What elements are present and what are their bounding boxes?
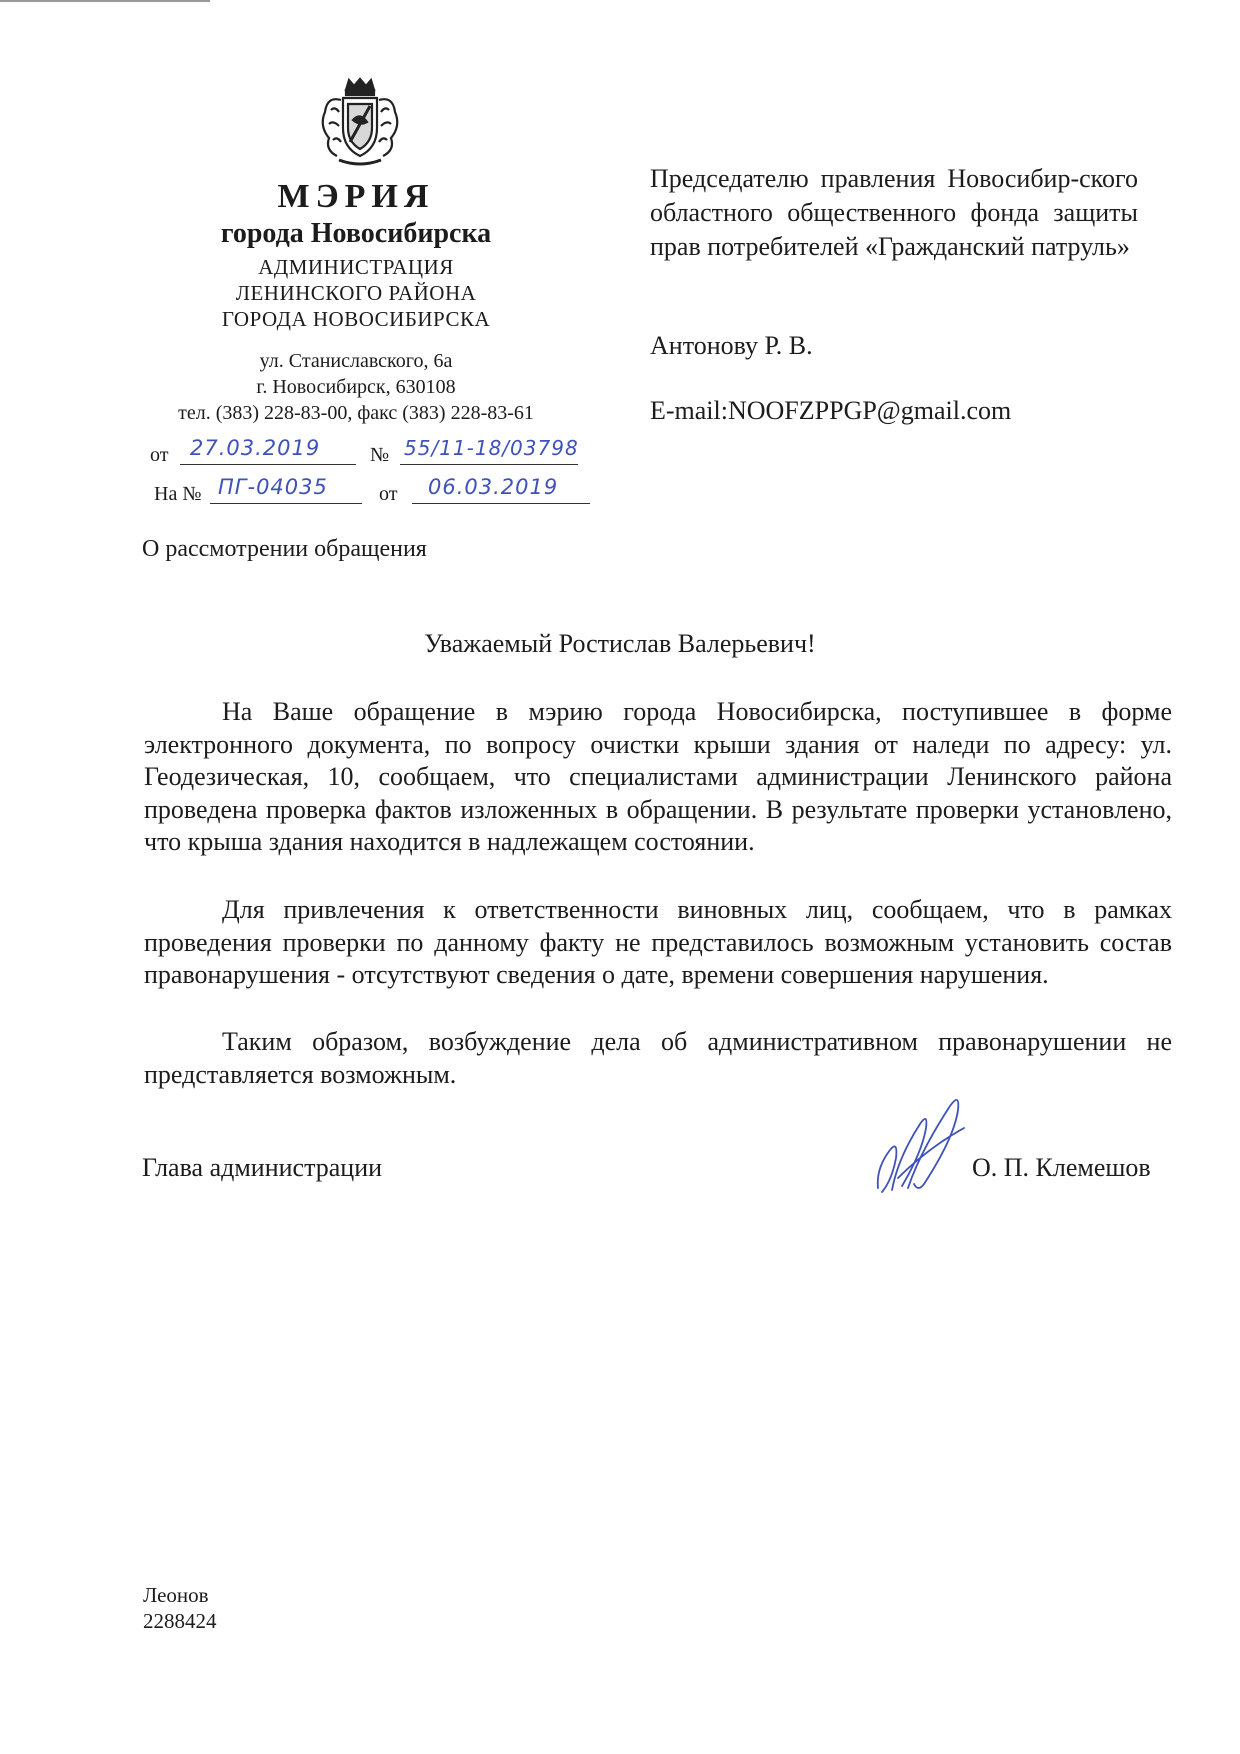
admin-line-2: ЛЕНИНСКОГО РАЙОНА	[235, 281, 477, 305]
number-value: 55/11-18/03798	[404, 436, 579, 460]
number-underline	[400, 464, 578, 465]
executor-name: Леонов	[143, 1583, 209, 1607]
signatory-name: О. П. Клемешов	[972, 1153, 1151, 1182]
reply-date-label: от	[379, 483, 398, 505]
reply-number: ПГ-04035	[218, 475, 328, 499]
phones-line: тел. (383) 228-83-00, факс (383) 228-83-61	[178, 402, 534, 424]
number-label: №	[370, 444, 390, 466]
admin-line-1: АДМИНИСТРАЦИЯ	[258, 255, 454, 279]
scan-edge-line	[0, 0, 210, 2]
date-underline	[180, 464, 356, 465]
recipient-email: E-mail:NOOFZPPGP@gmail.com	[650, 396, 1012, 425]
recipient-position: Председателю правления Новосибир-ского областного общественного фонда защиты прав потребителей «Гражданский патруль»	[650, 164, 1138, 261]
letter-subject: О рассмотрении обращения	[142, 536, 427, 562]
handwritten-signature	[868, 1088, 978, 1200]
admin-line-3: ГОРОДА НОВОСИБИРСКА	[221, 307, 491, 331]
address-line-2: г. Новосибирск, 630108	[256, 376, 456, 398]
salutation: Уважаемый Ростислав Валерьевич!	[424, 629, 816, 658]
signatory-title: Глава администрации	[142, 1153, 383, 1182]
reply-date-underline	[412, 503, 590, 504]
date-value: 27.03.2019	[190, 436, 321, 460]
body-paragraph-3: Таким образом, возбуждение дела об административном правонарушении не представляется возможным.	[144, 1027, 1172, 1089]
recipient-name: Антонову Р. В.	[650, 331, 813, 360]
reply-label: На №	[154, 483, 202, 505]
reply-date: 06.03.2019	[428, 475, 559, 499]
org-title: МЭРИЯ	[277, 178, 435, 215]
reply-number-underline	[210, 503, 362, 504]
novosibirsk-coat-of-arms-icon	[313, 76, 407, 170]
date-label: от	[150, 444, 169, 466]
body-paragraph-1: На Ваше обращение в мэрию города Новосибирска, поступившее в форме электронного документа, по вопросу очистки крыши здания от наледи по адресу: ул. Геодезическая, 10, сообщаем, что специалистами администрации Ленинского района проведена проверка фактов изложенных в обращении. В результате проверки установлено, что крыша здания находится в надлежащем состоянии.	[144, 697, 1172, 857]
body-paragraph-2: Для привлечения к ответственности виновных лиц, сообщаем, что в рамках проведения проверки по данному факту не представилось возможным установить состав правонарушения - отсутствуют сведения о дате, времени совершения нарушения.	[144, 895, 1172, 990]
address-line-1: ул. Станиславского, 6а	[259, 350, 453, 372]
org-city: города Новосибирска	[220, 218, 492, 249]
executor-phone: 2288424	[143, 1609, 217, 1633]
